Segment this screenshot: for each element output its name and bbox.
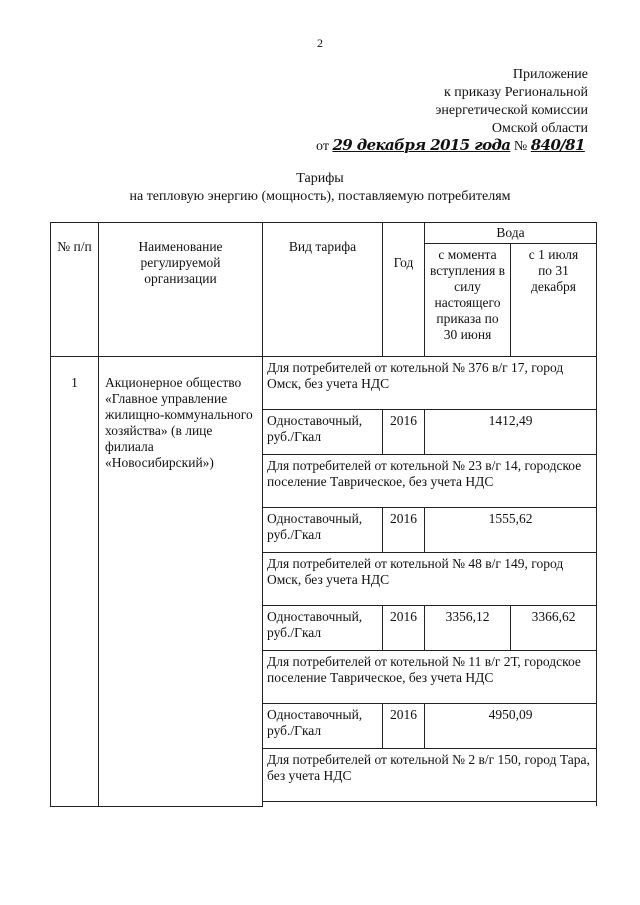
organization-name: Акционерное общество «Главное управление жилищно-коммунального хозяйства» (в лице филиала «Новосибирский») — [99, 357, 263, 807]
tariff-type: Одноставочный, руб./Гкал — [263, 606, 383, 651]
tariff-year: 2016 — [383, 606, 425, 651]
order-date-handwritten: 29 декабря 2015 года — [332, 136, 511, 154]
annex-line: Приложение — [512, 67, 588, 82]
header-period-2: с 1 июля по 31 декабря — [511, 244, 597, 357]
order-number-sign: № — [513, 139, 528, 154]
tariff-table — [50, 222, 597, 807]
annex-line: энергетической комиссии — [435, 103, 588, 118]
title-line-1: Тарифы — [296, 171, 344, 186]
tariff-year: 2016 — [383, 704, 425, 749]
order-prefix: от — [316, 139, 329, 154]
tariff-value: 1555,62 — [425, 508, 597, 553]
tariff-type: Одноставочный, руб./Гкал — [263, 508, 383, 553]
header-period-1: с момента вступления в силу настоящего приказа по 30 июня — [425, 244, 511, 357]
header-water: Вода — [425, 223, 597, 244]
tariff-type: Одноставочный, руб./Гкал — [263, 704, 383, 749]
title-line-2: на тепловую энергию (мощность), поставляемую потребителям — [129, 189, 511, 204]
row-number: 1 — [51, 357, 99, 807]
consumer-description: Для потребителей от котельной № 48 в/г 149, город Омск, без учета НДС — [263, 553, 597, 606]
tariff-year: 2016 — [383, 508, 425, 553]
tariff-value-period-2: 3366,62 — [511, 606, 597, 651]
header-organization: Наименование регулируемой организации — [99, 223, 263, 357]
tariff-value: 1412,49 — [425, 410, 597, 455]
table-row — [51, 357, 597, 410]
annex-line: Омской области — [491, 121, 588, 136]
annex-block — [435, 66, 588, 138]
page-number: 2 — [317, 36, 323, 50]
tariff-value: 4950,09 — [425, 704, 597, 749]
consumer-description: Для потребителей от котельной № 376 в/г 17, город Омск, без учета НДС — [263, 357, 597, 410]
consumer-description: Для потребителей от котельной № 2 в/г 150, город Тара, без учета НДС — [263, 749, 597, 802]
header-tariff-type: Вид тарифа — [263, 223, 383, 357]
table-cutoff — [263, 802, 597, 807]
tariff-value-period-1: 3356,12 — [425, 606, 511, 651]
consumer-description: Для потребителей от котельной № 11 в/г 2Т, городское поселение Таврическое, без учета НДС — [263, 651, 597, 704]
header-year: Год — [383, 223, 425, 357]
tariff-type: Одноставочный, руб./Гкал — [263, 410, 383, 455]
order-reference — [316, 136, 590, 155]
table-header-row — [51, 223, 597, 244]
order-number-handwritten: 840/81 — [530, 136, 585, 154]
consumer-description: Для потребителей от котельной № 23 в/г 14, городское поселение Таврическое, без учета НДС — [263, 455, 597, 508]
document-title — [0, 170, 640, 206]
tariff-year: 2016 — [383, 410, 425, 455]
header-num: № п/п — [51, 223, 99, 357]
annex-line: к приказу Региональной — [443, 85, 588, 100]
